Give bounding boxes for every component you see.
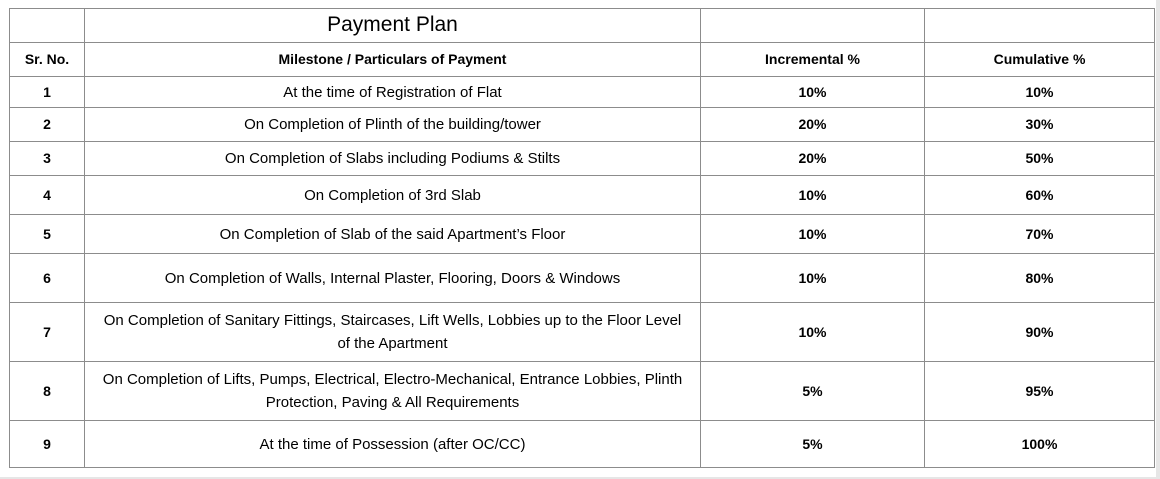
- sr-no-cell[interactable]: 6: [10, 254, 85, 303]
- table-row: [10, 362, 1155, 421]
- incremental-cell[interactable]: 20%: [701, 142, 925, 176]
- milestone-text: On Completion of 3rd Slab: [304, 186, 481, 204]
- sr-no-cell[interactable]: 4: [10, 176, 85, 215]
- milestone-cell[interactable]: [85, 176, 701, 215]
- sr-no-cell[interactable]: 8: [10, 362, 85, 421]
- cumulative-cell[interactable]: 10%: [925, 77, 1155, 108]
- milestone-text: On Completion of Slab of the said Apartment’s Floor: [219, 225, 566, 243]
- title-row: [10, 9, 1155, 43]
- title-cell-empty-4[interactable]: [925, 9, 1155, 43]
- header-sr-no[interactable]: Sr. No.: [10, 43, 85, 77]
- milestone-cell[interactable]: [85, 303, 701, 362]
- table-row: [10, 303, 1155, 362]
- milestone-text: On Completion of Walls, Internal Plaster, Flooring, Doors & Windows: [164, 269, 621, 287]
- cumulative-cell[interactable]: 70%: [925, 215, 1155, 254]
- incremental-cell[interactable]: 10%: [701, 303, 925, 362]
- milestone-cell[interactable]: [85, 77, 701, 108]
- sr-no-cell[interactable]: 3: [10, 142, 85, 176]
- cumulative-cell[interactable]: 100%: [925, 421, 1155, 468]
- milestone-cell[interactable]: [85, 254, 701, 303]
- incremental-cell[interactable]: 10%: [701, 215, 925, 254]
- sr-no-cell[interactable]: 5: [10, 215, 85, 254]
- incremental-cell[interactable]: 10%: [701, 77, 925, 108]
- table-row: [10, 108, 1155, 142]
- milestone-text: At the time of Registration of Flat: [283, 83, 502, 101]
- incremental-cell[interactable]: 5%: [701, 421, 925, 468]
- table-row: [10, 142, 1155, 176]
- table-title: Payment Plan: [327, 13, 458, 36]
- milestone-text: On Completion of Slabs including Podiums & Stilts: [224, 150, 561, 167]
- title-cell-empty-3[interactable]: [701, 9, 925, 43]
- milestone-text: At the time of Possession (after OC/CC): [259, 435, 526, 453]
- gridline-edge: [1156, 0, 1160, 479]
- header-milestone[interactable]: Milestone / Particulars of Payment: [85, 43, 701, 77]
- cumulative-cell[interactable]: 80%: [925, 254, 1155, 303]
- milestone-cell[interactable]: [85, 215, 701, 254]
- milestone-text: On Completion of Plinth of the building/tower: [244, 116, 541, 133]
- cumulative-cell[interactable]: 50%: [925, 142, 1155, 176]
- milestone-text-line-2: of the Apartment: [337, 335, 448, 352]
- table-row: [10, 176, 1155, 215]
- title-cell[interactable]: [85, 9, 701, 43]
- header-incremental[interactable]: Incremental %: [701, 43, 925, 77]
- table-row: [10, 77, 1155, 108]
- incremental-cell[interactable]: 5%: [701, 362, 925, 421]
- milestone-cell[interactable]: [85, 108, 701, 142]
- sr-no-cell[interactable]: 2: [10, 108, 85, 142]
- milestone-cell[interactable]: [85, 362, 701, 421]
- sr-no-cell[interactable]: 9: [10, 421, 85, 468]
- table-row: [10, 421, 1155, 468]
- incremental-cell[interactable]: 20%: [701, 108, 925, 142]
- incremental-cell[interactable]: 10%: [701, 254, 925, 303]
- milestone-cell[interactable]: [85, 142, 701, 176]
- header-cumulative[interactable]: Cumulative %: [925, 43, 1155, 77]
- sr-no-cell[interactable]: 1: [10, 77, 85, 108]
- cumulative-cell[interactable]: 60%: [925, 176, 1155, 215]
- cumulative-cell[interactable]: 95%: [925, 362, 1155, 421]
- sr-no-cell[interactable]: 7: [10, 303, 85, 362]
- header-row: [10, 43, 1155, 77]
- cumulative-cell[interactable]: 30%: [925, 108, 1155, 142]
- milestone-text-line-2: Protection, Paving & All Requirements: [265, 394, 520, 411]
- milestone-text: On Completion of Sanitary Fittings, Staircases, Lift Wells, Lobbies up to the Floor Level: [103, 312, 682, 329]
- incremental-cell[interactable]: 10%: [701, 176, 925, 215]
- table-row: [10, 254, 1155, 303]
- title-cell-empty-1[interactable]: [10, 9, 85, 43]
- milestone-text: On Completion of Lifts, Pumps, Electrical, Electro-Mechanical, Entrance Lobbies, Plinth: [102, 371, 683, 388]
- milestone-cell[interactable]: [85, 421, 701, 468]
- cumulative-cell[interactable]: 90%: [925, 303, 1155, 362]
- payment-plan-table: [9, 8, 1155, 468]
- table-row: [10, 215, 1155, 254]
